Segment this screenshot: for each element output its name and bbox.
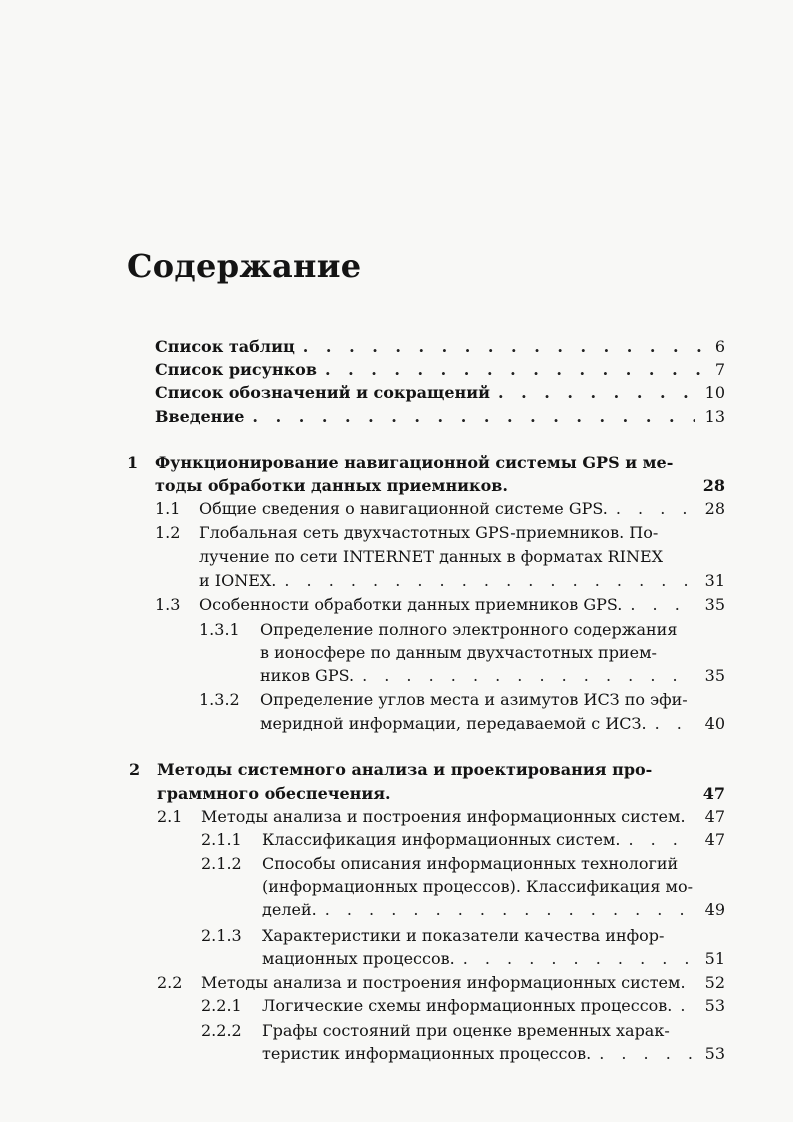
toc-entry-text: мационных процессов. [262,949,455,968]
section-number: 2.2 [157,973,183,992]
toc-entry-list-of-tables[interactable] [155,336,725,358]
toc-page-number: 10 [704,383,725,402]
toc-entry-text: делей. [262,900,317,919]
toc-entry-text: Введение [155,407,245,426]
chapter-title-line: Методы системного анализа и проектирования про- [157,760,653,779]
toc-entry-text-line: Способы описания информационных технологий [262,854,679,873]
toc-page-number: 40 [704,714,725,733]
subsection-number: 2.1.2 [201,854,242,873]
section-number: 1.2 [155,523,181,542]
toc-entry-text: меридной информации, передаваемой с ИСЗ. [260,714,647,733]
chapter-number: 2 [129,760,141,779]
toc-page-number: 47 [702,784,725,803]
toc-page-number: 28 [704,499,725,518]
toc-page-number: 47 [704,830,725,849]
toc-entry-text: Список обозначений и сокращений [155,383,490,402]
leader-dots [325,359,705,381]
toc-page-number: 13 [704,407,725,426]
toc-entry-text: Список таблиц [155,337,295,356]
subsection-number: 2.1.1 [201,830,242,849]
toc-entry-abbreviations[interactable] [155,382,725,404]
toc-page-number: 51 [704,949,725,968]
toc-entry-text-line: Определение полного электронного содержания [260,620,678,639]
toc-entry-text: теристик информационных процессов. [262,1044,592,1063]
toc-page-number: 49 [704,900,725,919]
toc-entry-text: Особенности обработки данных приемников GPS. [199,595,623,614]
toc-entry-list-of-figures[interactable] [155,359,725,381]
section-number: 1.3 [155,595,181,614]
toc-page-number: 28 [702,476,725,495]
leader-dots [325,899,695,921]
toc-entry-text-line: Графы состояний при оценке временных харак- [262,1021,670,1040]
section-number: 2.1 [157,807,183,826]
toc-page-number: 31 [704,571,725,590]
section-number: 1.1 [155,499,181,518]
toc-page-number: 52 [704,973,725,992]
toc-page-number: 53 [704,996,725,1015]
toc-entry-text: ников GPS. [260,666,355,685]
toc-entry-text-line: Характеристики и показатели качества инфор- [262,926,665,945]
toc-entry-text-line: Определение углов места и азимутов ИСЗ по эфи- [260,690,688,709]
leader-dots [284,570,694,592]
toc-entry-text: Общие сведения о навигационной системе GPS. [199,499,608,518]
toc-entry-text-line: лучение по сети INTERNET данных в форматах RINEX [199,547,664,566]
leader-dots [303,336,705,358]
leader-dots [463,948,695,970]
chapter-number: 1 [127,453,139,472]
subsection-number: 2.2.2 [201,1021,242,1040]
toc-entry-text: Методы анализа и построения информационных систем. [201,973,686,992]
subsection-number: 1.3.1 [199,620,240,639]
leader-dots [252,406,694,428]
toc-entry-text: Логические схемы информационных процессов. [262,996,673,1015]
toc-entry-text-line: Глобальная сеть двухчастотных GPS-приемников. По- [199,523,659,542]
subsection-number: 1.3.2 [199,690,240,709]
toc-entry-text: и IONEX. [199,571,277,590]
leader-dots [616,498,695,520]
leader-dots [680,995,694,1017]
leader-dots [655,713,695,735]
leader-dots [630,594,694,616]
toc-page-number: 6 [714,337,725,356]
toc-page-number: 35 [704,666,725,685]
toc-entry-introduction[interactable] [155,406,725,428]
toc-entry-text-line: в ионосфере по данным двухчастотных прием- [260,643,657,662]
leader-dots [599,1043,694,1065]
chapter-title-line: граммного обеспечения. [157,784,391,803]
toc-entry-text: Классификация информационных систем. [262,830,621,849]
toc-entry-text: Список рисунков [155,360,317,379]
toc-entry-text: Методы анализа и построения информационных систем. [201,807,686,826]
leader-dots [628,829,694,851]
chapter-title-line: тоды обработки данных приемников. [155,476,508,495]
leader-dots [498,382,695,404]
page-title: Содержание [127,247,362,285]
chapter-title-line: Функционирование навигационной системы GPS и ме- [155,453,674,472]
toc-page-number: 53 [704,1044,725,1063]
subsection-number: 2.1.3 [201,926,242,945]
toc-page-number: 47 [704,807,725,826]
leader-dots [362,665,695,687]
toc-page-number: 35 [704,595,725,614]
toc-page-number: 7 [714,360,725,379]
subsection-number: 2.2.1 [201,996,242,1015]
toc-entry-text-line: (информационных процессов). Классификация мо- [262,877,693,896]
